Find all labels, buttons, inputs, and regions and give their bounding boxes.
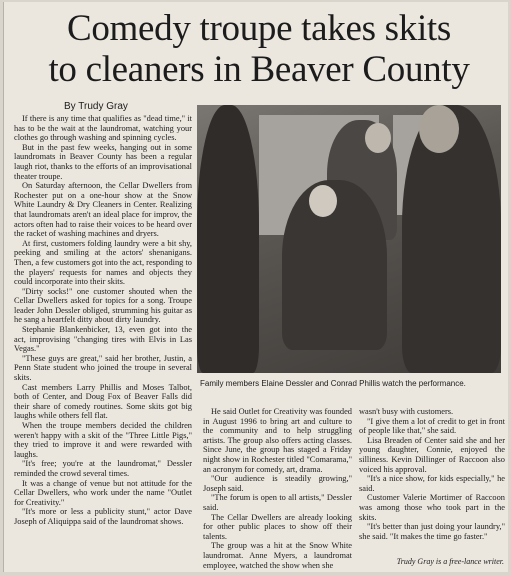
photo-caption: Family members Elaine Dessler and Conrad Phillis watch the performance.: [200, 379, 466, 388]
headline: [34, 8, 484, 90]
performance-photo: [197, 105, 501, 373]
paragraph: "The forum is open to all artists," Dessler said.: [203, 493, 352, 512]
paragraph: Stephanie Blankenbicker, 13, even got into the act, improvising "changing tires with Elvis in Las Vegas.": [14, 325, 192, 354]
paragraph: It was a change of venue but not attitude for the Cellar Dwellers, who work under the name "Outlet for Creativity.": [14, 478, 192, 507]
article-column-2: [203, 407, 352, 572]
paragraph: "It's a nice show, for kids especially," he said.: [359, 474, 505, 493]
photo-face-elaine: [309, 185, 337, 217]
paragraph: "Our audience is steadily growing," Joseph said.: [203, 474, 352, 493]
paragraph: He said Outlet for Creativity was founded in August 1996 to bring art and culture to the community and to help struggling artists. The group also offers acting classes. Since June, the group has staged a Friday night show in Rochester titled "Comarama," an acronym for comedy, art, drama.: [203, 407, 352, 474]
article-column-3: [359, 407, 505, 572]
paragraph: wasn't busy with customers.: [359, 407, 454, 416]
byline: By Trudy Gray: [64, 101, 128, 112]
photo-figure-left: [197, 105, 259, 373]
paragraph: On Saturday afternoon, the Cellar Dwellers from Rochester put on a one-hour show at the Snow White Laundry & Dry Cleaners in Center. Realizing that laundromats aren't an ideal place for improv, the actors often had to raise their voices to be heard over the racket of washing machines and dryers.: [14, 181, 192, 239]
paragraph: Cast members Larry Phillis and Moses Talbot, both of Center, and Doug Fox of Beaver Falls did their share of comedy routines. Some skits got big laughs while others fell flat.: [14, 382, 192, 421]
paragraph: "It's better than just doing your laundry," she said. "It makes the time go faster.": [359, 522, 505, 541]
headline-line-2: to cleaners in Beaver County: [48, 49, 470, 90]
paragraph: Customer Valerie Mortimer of Raccoon was among those who took part in the skits.: [359, 493, 505, 522]
paragraph: The Cellar Dwellers are already looking for other public places to show off their talents.: [203, 512, 352, 541]
headline-line-1: Comedy troupe takes skits: [66, 8, 452, 49]
photo-face-right: [419, 105, 459, 153]
paragraph: "It's more or less a publicity stunt," actor Dave Joseph of Aliquippa said of the laundromat shows.: [14, 507, 192, 526]
newspaper-clipping: [3, 2, 508, 572]
paragraph: But in the past few weeks, hanging out in some laundromats in Beaver County has been a regular laugh riot, thanks to the efforts of an improvisational theater troupe.: [14, 142, 192, 181]
paragraph: "Dirty socks!" one customer shouted when the Cellar Dwellers asked for topics for a song. Troupe leader John Dessler obliged, strumming his guitar as he sang a heartfelt ditty about dirty laundry.: [14, 286, 192, 325]
paragraph: "I give them a lot of credit to get in front of people like that," she said.: [359, 416, 505, 436]
paragraph: When the troupe members decided the children weren't happy with a skit of the "Three Little Pigs," they tried to improve it and were rewarded with laughs.: [14, 421, 192, 459]
paragraph: Lisa Breaden of Center said she and her young daughter, Connie, enjoyed the silliness. Kevin Dillinger of Raccoon also voiced his approval.: [359, 435, 505, 474]
article-column-1: [14, 114, 192, 572]
writer-credit: Trudy Gray is a free-lance writer.: [396, 557, 504, 566]
photo-face-conrad: [365, 123, 391, 153]
paragraph: At first, customers folding laundry were a bit shy, peeking and smiling at the actors' shenanigans. Then, a few customers got into the act, responding to the players' requests for names and objects they could incorporate into their skits.: [14, 238, 192, 287]
paragraph: The group was a hit at the Snow White laundromat. Anne Myers, a laundromat employee, watched the show when she: [203, 541, 352, 570]
paragraph: "These guys are great," said her brother, Justin, a Penn State student who joined the troupe in several skits.: [14, 353, 192, 383]
paragraph: "It's free; you're at the laundromat," Dessler reminded the crowd several times.: [14, 459, 192, 478]
paragraph: If there is any time that qualifies as "dead time," it has to be the wait at the laundromat, watching your clothes go through washing and spinning cycles.: [14, 114, 192, 143]
